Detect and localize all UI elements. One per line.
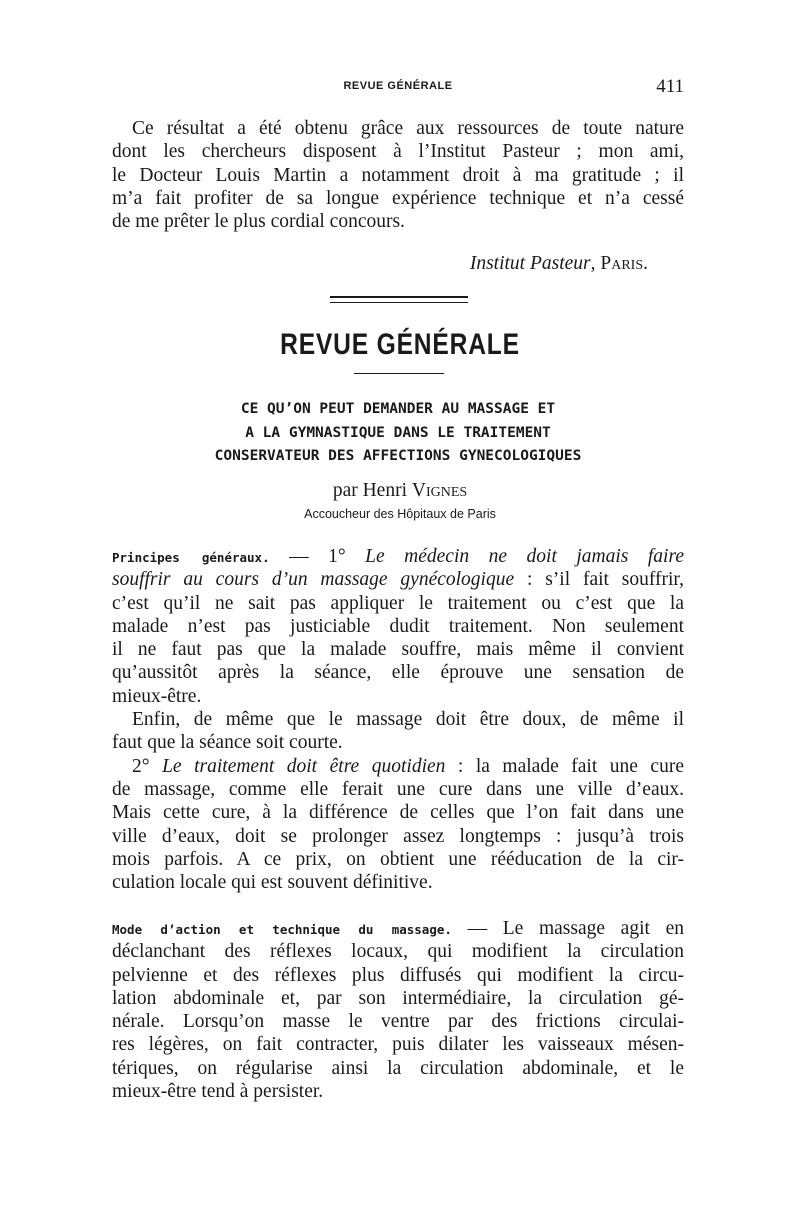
text-span: 2° xyxy=(132,755,163,777)
byline-prefix: par Henri xyxy=(332,480,412,501)
text-line: malade n’est pas justiciable dudit traitement. Non seulement xyxy=(112,615,684,637)
text-line: il ne faut pas que la malade souffre, mais même il convient xyxy=(112,639,684,661)
signature-place: Institut Pasteur xyxy=(469,253,591,274)
section-heading: REVUE GÉNÉRALE xyxy=(280,328,520,361)
text-line: dont les chercheurs disposent à l’Institut Pasteur ; mon ami, xyxy=(112,141,684,163)
text-span: : s’il fait souffrir, xyxy=(514,569,684,591)
text-line: faut que la séance soit courte. xyxy=(112,732,343,754)
italic-text: souffrir au cours d’un massage gynécologique xyxy=(112,569,515,591)
text-line: Mais cette cure, à la différence de celles que l’on fait dans une xyxy=(112,802,684,824)
text-line: le Docteur Louis Martin a notamment droit à ma gratitude ; il xyxy=(112,164,684,186)
short-rule-divider xyxy=(354,373,444,374)
text-line xyxy=(112,568,684,591)
text-line: m’a fait profiter de sa longue expérience technique et n’a cessé xyxy=(112,187,684,209)
text-line: mois parfois. A ce prix, on obtient une rééducation de la cir- xyxy=(112,848,684,870)
signature xyxy=(470,253,648,275)
run-in-heading: Mode d’action et technique du massage. xyxy=(112,922,452,937)
signature-city: Paris. xyxy=(600,253,648,274)
signature-sep: , xyxy=(590,253,601,274)
article-title-line: CE QU’ON PEUT DEMANDER AU MASSAGE ET xyxy=(240,401,556,417)
text-line: ville d’eaux, doit se prolonger assez longtemps : jusqu’à trois xyxy=(112,825,684,847)
italic-text: Le médecin ne doit jamais faire xyxy=(365,546,684,567)
text-span: : la malade fait une cure xyxy=(445,755,684,777)
text-line: de massage, comme elle ferait une cure dans une ville d’eaux. xyxy=(112,778,684,800)
text-line xyxy=(112,545,684,568)
principes-section xyxy=(112,545,684,894)
text-line: mieux-être tend à persister. xyxy=(112,1081,324,1103)
text-line: res légères, on fait contracter, puis dilater les vaisseaux mésen- xyxy=(112,1034,684,1056)
text-line: pelvienne et des réflexes plus diffusés qui modifient la circu- xyxy=(112,964,684,986)
text-line: lation abdominale et, par son intermédiaire, la circulation gé- xyxy=(112,987,684,1009)
author-role: Accoucheur des Hôpitaux de Paris xyxy=(304,507,496,521)
text-line: tériques, on régularise ainsi la circulation abdominale, et le xyxy=(112,1057,684,1079)
text-line: culation locale qui est souvent définitive. xyxy=(112,872,433,894)
intro-paragraph xyxy=(112,117,684,233)
text-line: mieux-être. xyxy=(112,685,202,707)
text-line: Ce résultat a été obtenu grâce aux ressources de toute nature xyxy=(132,118,684,139)
author-name: Vignes xyxy=(411,480,468,501)
text-line xyxy=(112,755,684,778)
text-line: qu’aussitôt après la séance, elle éprouve une sensation de xyxy=(112,662,684,684)
text-line: de me prêter le plus cordial concours. xyxy=(112,211,405,233)
dash-text: — 1° xyxy=(269,546,366,567)
double-rule-divider xyxy=(330,296,468,303)
article-title xyxy=(112,398,684,469)
italic-text: Le traitement doit être quotidien xyxy=(162,755,446,777)
run-in-heading: Principes généraux. xyxy=(112,550,270,565)
text-line xyxy=(112,917,684,940)
article-title-line: CONSERVATEUR DES AFFECTIONS GYNECOLOGIQUES xyxy=(214,448,582,464)
text-line: c’est qu’il ne sait pas appliquer le traitement ou c’est que la xyxy=(112,592,684,614)
text-line: déclanchant des réflexes locaux, qui modifient la circulation xyxy=(112,941,684,963)
page-number: 411 xyxy=(656,76,684,97)
article-title-line: A LA GYMNASTIQUE DANS LE TRAITEMENT xyxy=(245,424,551,441)
running-title: REVUE GÉNÉRALE xyxy=(343,80,453,92)
byline xyxy=(0,480,800,502)
mode-section xyxy=(112,917,684,1103)
text-line: nérale. Lorsqu’on masse le ventre par des frictions circulai- xyxy=(112,1011,684,1033)
text-line: Enfin, de même que le massage doit être doux, de même il xyxy=(132,709,684,731)
running-head xyxy=(112,76,684,100)
text-span: — Le massage agit en xyxy=(451,918,684,939)
